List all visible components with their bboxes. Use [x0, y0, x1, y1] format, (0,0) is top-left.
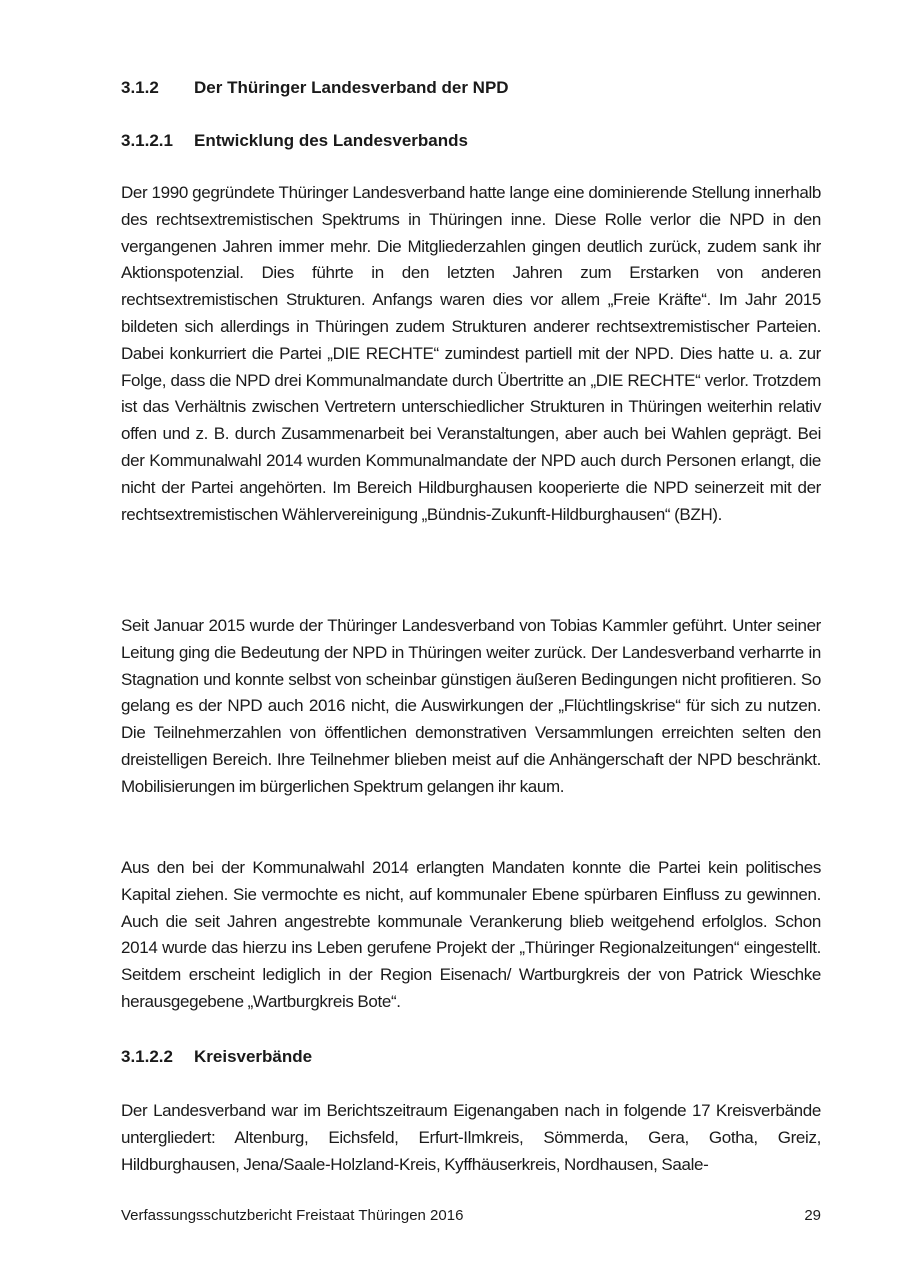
footer-title: Verfassungsschutzbericht Freistaat Thüringen 2016: [121, 1207, 464, 1224]
subsection-heading-2: [121, 1045, 312, 1069]
section-title: Der Thüringer Landesverband der NPD: [194, 78, 509, 97]
section-heading: [121, 76, 509, 100]
subsection-number-2: 3.1.2.2: [121, 1047, 173, 1066]
subsection-heading-1: [121, 129, 468, 153]
paragraph-1: Der 1990 gegründete Thüringer Landesverband hatte lange eine dominierende Stellung innerhalb des rechtsextremistischen Spektrums in Thüringen inne. Diese Rolle verlor die NPD in den vergangenen Jahren immer mehr. Die Mitgliederzahlen gingen deutlich zurück, zudem sank ihr Aktionspotenzial. Dies führte in den letzten Jahren zum Erstarken von anderen rechtsextremistischen Strukturen. Anfangs waren dies vor allem „Freie Kräfte“. Im Jahr 2015 bildeten sich allerdings in Thüringen zudem Strukturen anderer rechtsextremistischer Parteien. Dabei konkurriert die Partei „DIE RECHTE“ zumindest partiell mit der NPD. Dies hatte u. a. zur Folge, dass die NPD drei Kommunalmandate durch Übertritte an „DIE RECHTE“ verlor. Trotzdem ist das Verhältnis zwischen Vertretern unterschiedlicher Strukturen in Thüringen weiterhin relativ offen und z. B. durch Zusammenarbeit bei Veranstaltungen, aber auch bei Wahlen geprägt. Bei der Kommunalwahl 2014 wurden Kommunalmandate der NPD auch durch Personen erlangt, die nicht der Partei angehörten. Im Bereich Hildburghausen kooperierte die NPD seinerzeit mit der rechtsextremistischen Wählervereinigung „Bündnis-Zukunft-Hildburghausen“ (BZH).: [121, 183, 821, 524]
page-number: 29: [804, 1207, 821, 1224]
subsection-number-1: 3.1.2.1: [121, 131, 173, 150]
paragraph-3: Aus den bei der Kommunalwahl 2014 erlangten Mandaten konnte die Partei kein politisches Kapital ziehen. Sie vermochte es nicht, auf kommunaler Ebene spürbaren Einfluss zu gewinnen. Auch die seit Jahren angestrebte kommunale Verankerung blieb weitgehend erfolglos. Schon 2014 wurde das hierzu ins Leben gerufene Projekt der „Thüringer Regionalzeitungen“ eingestellt. Seitdem erscheint lediglich in der Region Eisenach/ Wartburgkreis der von Patrick Wieschke herausgegebene „Wartburgkreis Bote“.: [121, 858, 821, 1011]
subsection-title-1: Entwicklung des Landesverbands: [194, 131, 468, 150]
paragraph-4: Der Landesverband war im Berichtszeitraum Eigenangaben nach in folgende 17 Kreisverbände untergliedert: Altenburg, Eichsfeld, Erfurt-Ilmkreis, Sömmerda, Gera, Gotha, Greiz, Hildburghausen, Jena/Saale-Holzland-Kreis, Kyffhäuserkreis, Nordhausen, Saale-: [121, 1101, 821, 1174]
paragraph-2: Seit Januar 2015 wurde der Thüringer Landesverband von Tobias Kammler geführt. Unter seiner Leitung ging die Bedeutung der NPD in Thüringen weiter zurück. Der Landesverband verharrte in Stagnation und konnte selbst von scheinbar günstigen äußeren Bedingungen nicht profitieren. So gelang es der NPD auch 2016 nicht, die Auswirkungen der „Flüchtlingskrise“ für sich zu nutzen. Die Teilnehmerzahlen von öffentlichen demonstrativen Versammlungen erreichten selten den dreistelligen Bereich. Ihre Teilnehmer blieben meist auf die Anhängerschaft der NPD beschränkt. Mobilisierungen im bürgerlichen Spektrum gelangen ihr kaum.: [121, 616, 821, 796]
document-page: [121, 0, 821, 1276]
section-number: 3.1.2: [121, 78, 159, 97]
subsection-title-2: Kreisverbände: [194, 1047, 313, 1066]
